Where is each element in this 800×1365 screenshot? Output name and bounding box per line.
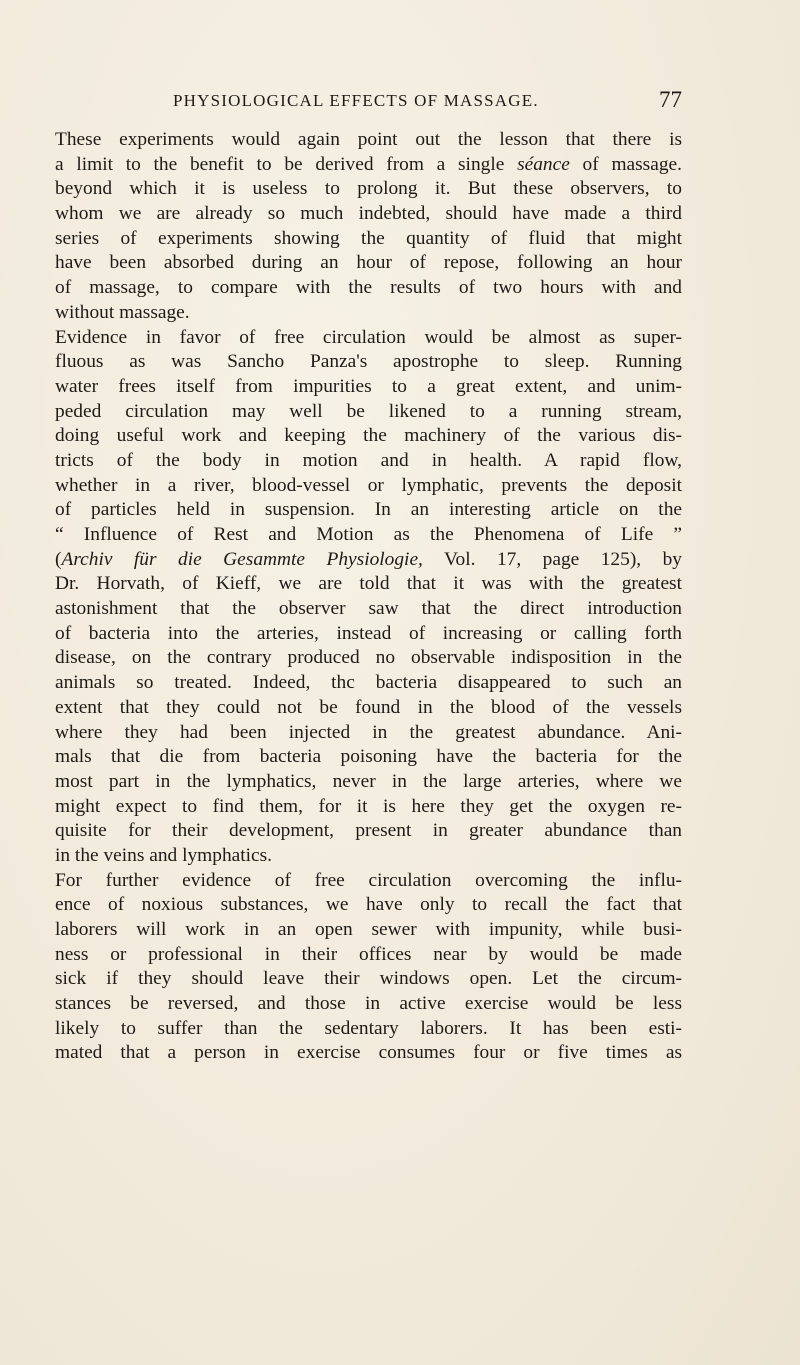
text-line: quisite for their development, present in greater abundance than: [55, 820, 682, 842]
text-line: of massage, to compare with the results of two hours with and: [55, 277, 682, 299]
text-line: water frees itself from impurities to a great extent, and unim-: [55, 375, 682, 397]
text-line: extent that they could not be found in the blood of the vessels: [55, 696, 682, 718]
text-line: For further evidence of free circulation overcoming the influ-: [55, 869, 682, 891]
text-line: whether in a river, blood-vessel or lymphatic, prevents the deposit: [55, 474, 682, 496]
text-line: ence of noxious substances, we have only to recall the fact that: [55, 894, 682, 916]
text-line: likely to suffer than the sedentary laborers. It has been esti-: [55, 1017, 682, 1039]
text-line: fluous as was Sancho Panza's apostrophe to sleep. Running: [55, 351, 682, 373]
text-line: “ Influence of Rest and Motion as the Phenomena of Life ”: [55, 524, 682, 545]
text-line: sick if they should leave their windows open. Let the circum-: [55, 968, 682, 990]
text-line: These experiments would again point out the lesson that there is: [55, 129, 682, 150]
text-line: of particles held in suspension. In an interesting article on the: [55, 499, 682, 521]
text-line: have been absorbed during an hour of repose, following an hour: [55, 252, 682, 274]
text-line: in the veins and lymphatics.: [55, 844, 273, 866]
text-line: without massage.: [55, 301, 190, 323]
text-line: beyond which it is useless to prolong it. But these observers, to: [55, 178, 682, 200]
text-line: most part in the lymphatics, never in the large arteries, where we: [55, 770, 682, 792]
body-text: [55, 128, 682, 1066]
text-line: ness or professional in their offices near by would be made: [55, 943, 682, 965]
text-line: Dr. Horvath, of Kieff, we are told that it was with the greatest: [55, 573, 682, 595]
text-line: of bacteria into the arteries, instead of increasing or calling forth: [55, 622, 682, 644]
text-line: laborers will work in an open sewer with impunity, while busi-: [55, 919, 682, 940]
text-line: mals that die from bacteria poisoning have the bacteria for the: [55, 746, 682, 768]
text-line: animals so treated. Indeed, thc bacteria disappeared to such an: [55, 672, 682, 694]
running-head: PHYSIOLOGICAL EFFECTS OF MASSAGE.: [173, 91, 539, 110]
page-header: [55, 88, 682, 114]
text-line: peded circulation may well be likened to a running stream,: [55, 400, 682, 422]
text-line: might expect to find them, for it is here they get the oxygen re-: [55, 795, 682, 817]
text-line: mated that a person in exercise consumes four or five times as: [55, 1042, 682, 1064]
text-line: a limit to the benefit to be derived from a single séance of massage.: [55, 153, 682, 175]
text-line: disease, on the contrary produced no observable indisposition in the: [55, 647, 682, 669]
text-line: Evidence in favor of free circulation would be almost as super-: [55, 326, 682, 348]
page-number: 77: [659, 87, 682, 112]
text-line: astonishment that the observer saw that the direct introduction: [55, 598, 682, 620]
text-line: (Archiv für die Gesammte Physiologie, Vol. 17, page 125), by: [55, 548, 682, 570]
text-line: doing useful work and keeping the machinery of the various dis-: [55, 425, 682, 447]
text-line: stances be reversed, and those in active exercise would be less: [55, 993, 682, 1015]
text-line: tricts of the body in motion and in health. A rapid flow,: [55, 449, 682, 471]
text-line: series of experiments showing the quantity of fluid that might: [55, 227, 682, 249]
text-line: whom we are already so much indebted, should have made a third: [55, 203, 682, 225]
text-line: where they had been injected in the greatest abundance. Ani-: [55, 721, 682, 743]
